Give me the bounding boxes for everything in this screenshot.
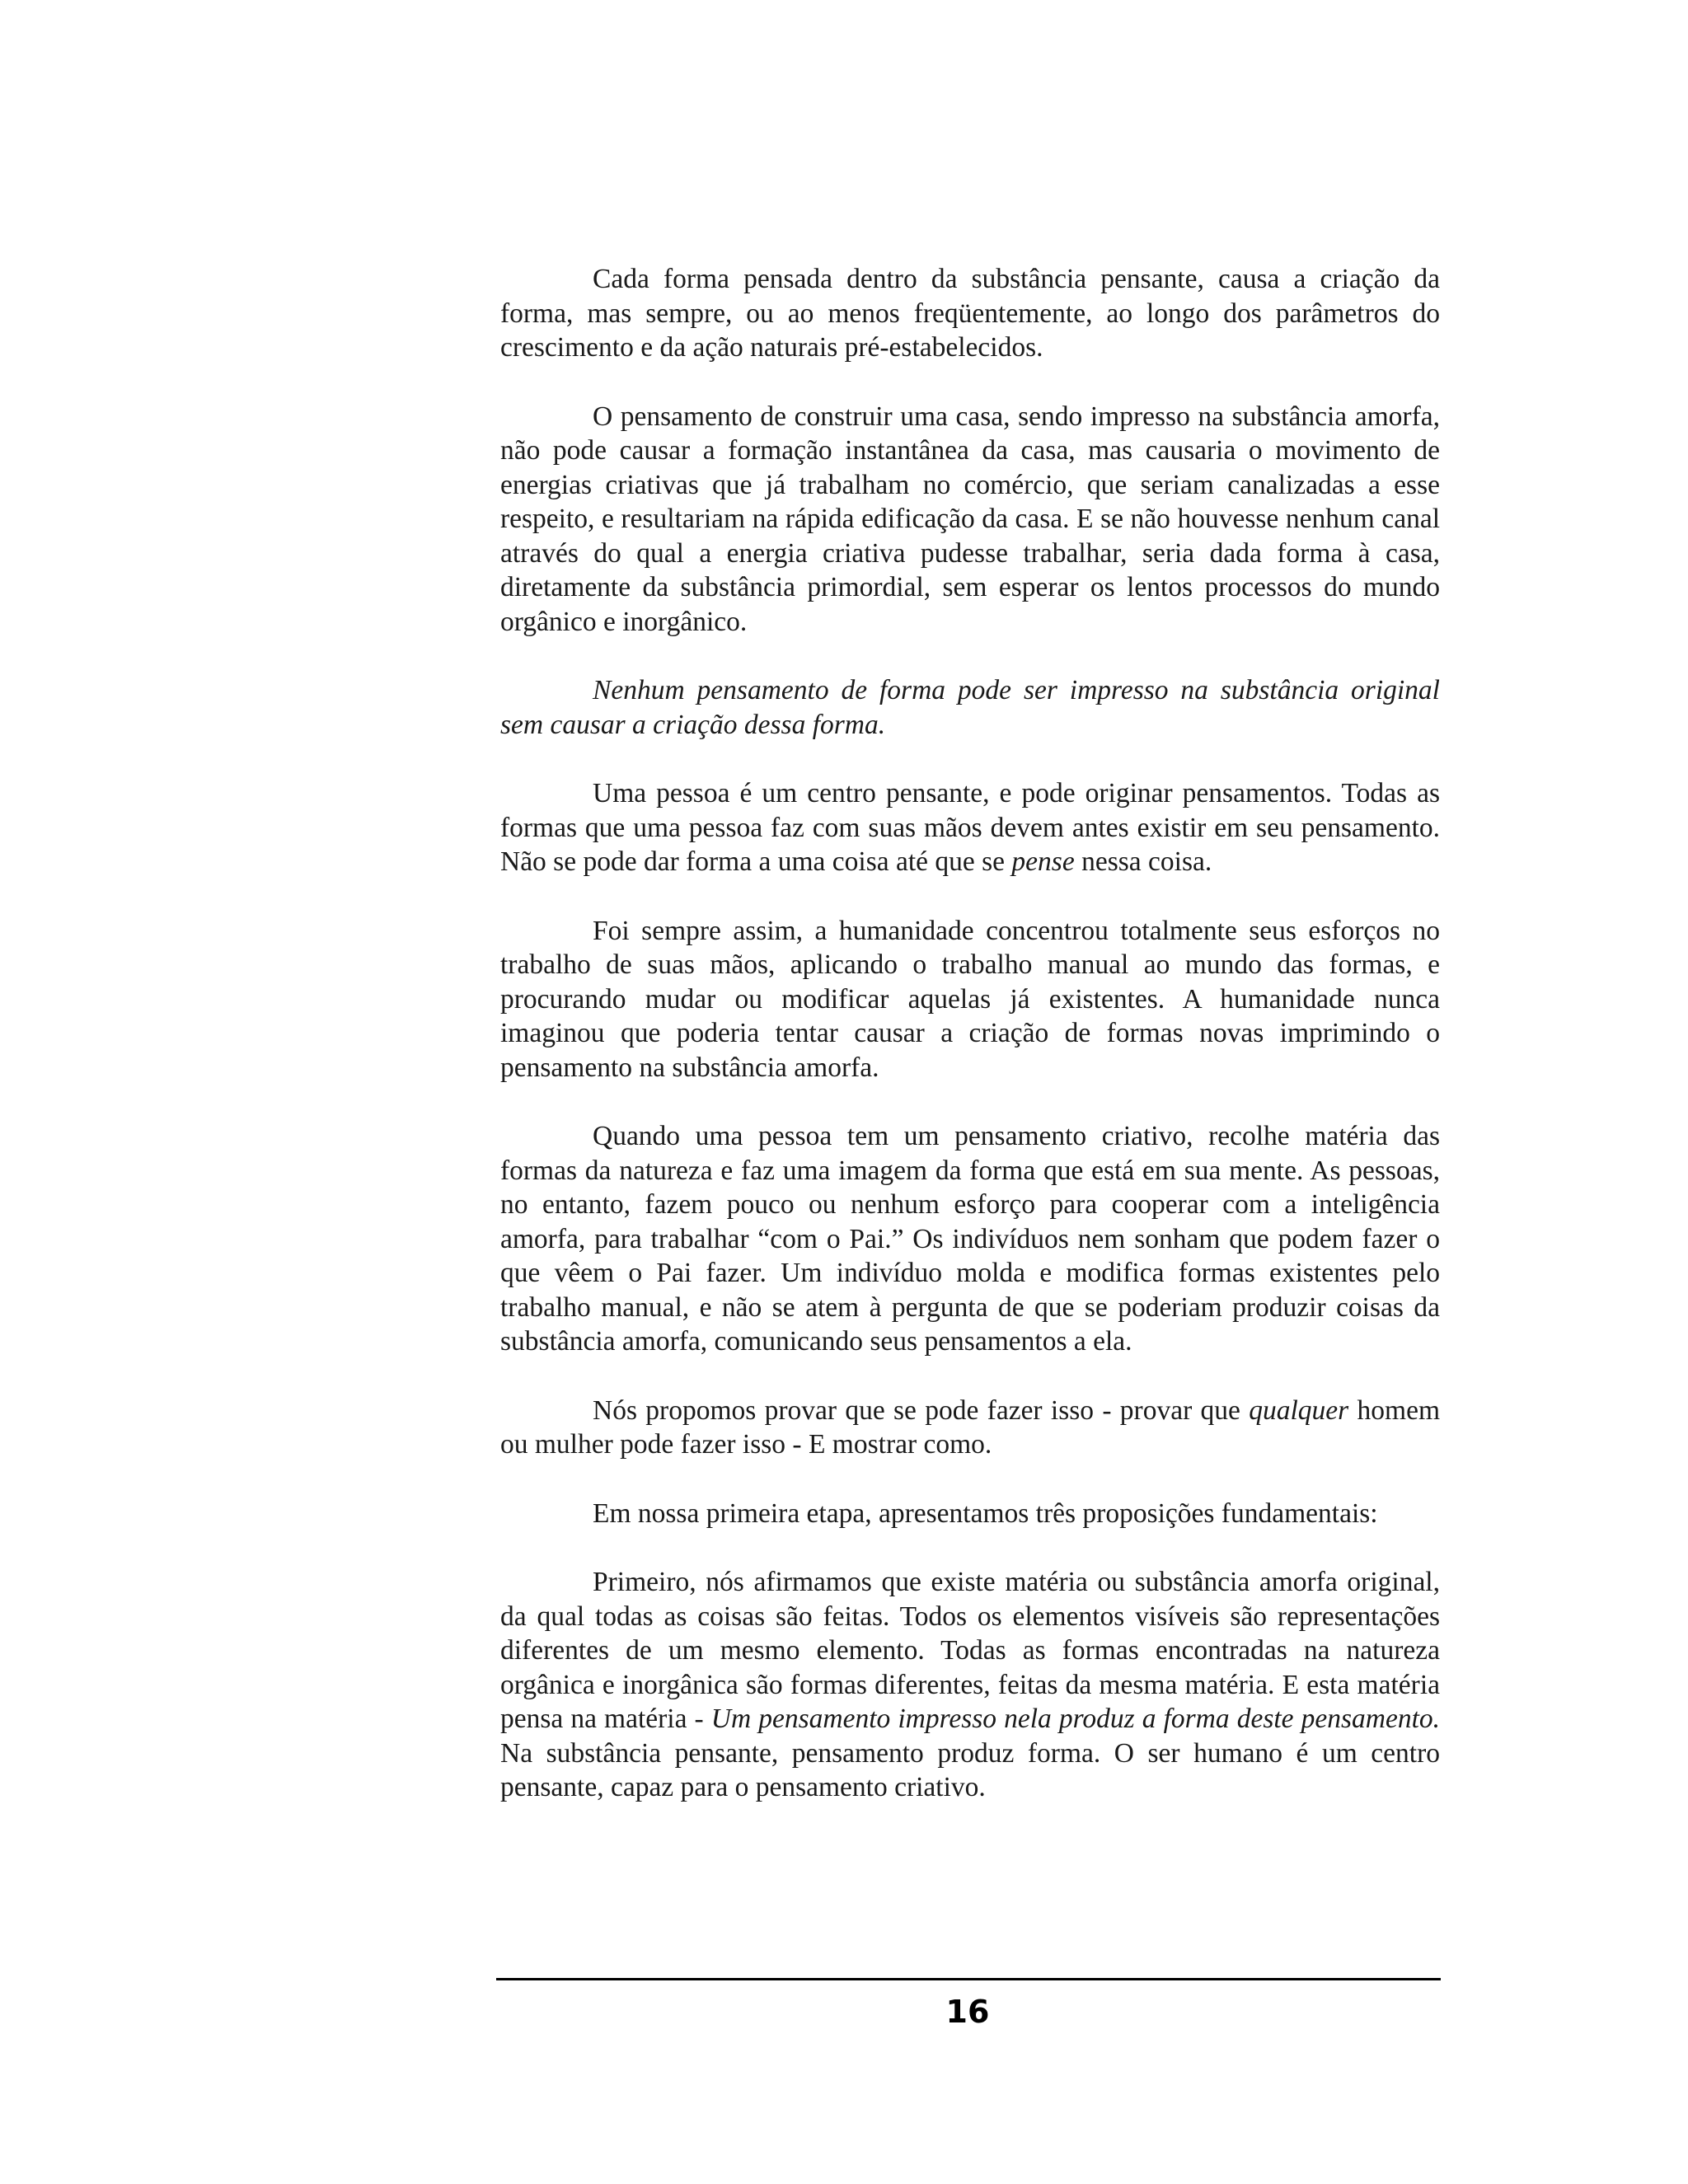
- paragraph-6-text: Quando uma pessoa tem um pensamento criativo, recolhe matéria das formas da natureza e faz uma imagem da forma que está em sua mente. As pessoas, no entanto, fazem pouco ou nenhum esforço para cooperar com a inteligência amorfa, para trabalhar “com o Pai.” Os indivíduos nem sonham que podem fazer o que vêem o Pai fazer. Um indivíduo molda e modifica formas existentes pelo trabalho manual, e não se atem à pergunta de que se poderiam produzir coisas da substância amorfa, comunicando seus pensamentos a ela.: [500, 1121, 1440, 1357]
- footer-rule: [496, 1978, 1441, 1980]
- paragraph-7-emphasis: qualquer: [1249, 1394, 1349, 1426]
- paragraph-6: [500, 1119, 1440, 1359]
- paragraph-1-text: Cada forma pensada dentro da substância pensante, causa a criação da forma, mas sempre, ou ao menos freqüentemente, ao longo dos parâmetros do crescimento e da ação naturais pré-estabelecidos.: [500, 264, 1440, 363]
- paragraph-3-text: Nenhum pensamento de forma pode ser impresso na substância original sem causar a criação dessa forma.: [500, 675, 1440, 740]
- page-number: 16: [945, 1994, 990, 2030]
- paragraph-4-text-end: nessa coisa.: [1074, 846, 1212, 877]
- paragraph-5-text: Foi sempre assim, a humanidade concentrou totalmente seus esforços no trabalho de suas mãos, aplicando o trabalho manual ao mundo das formas, e procurando mudar ou modificar aquelas já existentes. A humanidade nunca imaginou que poderia tentar causar a criação de formas novas imprimindo o pensamento na substância amorfa.: [500, 915, 1440, 1083]
- paragraph-3-italic: [500, 673, 1440, 742]
- paragraph-5: [500, 914, 1440, 1085]
- paragraph-4-text-start: Uma pessoa é um centro pensante, e pode originar pensamentos. Todas as formas que uma pessoa faz com suas mãos devem antes existir em seu pensamento. Não se pode dar forma a uma coisa até que se: [500, 778, 1440, 877]
- paragraph-2-text: O pensamento de construir uma casa, sendo impresso na substância amorfa, não pode causar a formação instantânea da casa, mas causaria o movimento de energias criativas que já trabalham no comércio, que seriam canalizadas a esse respeito, e resultariam na rápida edificação da casa. E se não houvesse nenhum canal através do qual a energia criativa pudesse trabalhar, seria dada forma à casa, diretamente da substância primordial, sem esperar os lentos processos do mundo orgânico e inorgânico.: [500, 401, 1440, 637]
- paragraph-7-text-start: Nós propomos provar que se pode fazer isso - provar que: [593, 1394, 1250, 1426]
- paragraph-7: [500, 1394, 1440, 1462]
- paragraph-9-text-start: Primeiro, nós afirmamos que existe matéria ou substância amorfa original, da qual todas as coisas são feitas. Todos os elementos visíveis são representações diferentes de um mesmo elemento. Todas as formas encontradas na natureza orgânica e inorgânica são formas diferentes, feitas da mesma matéria. E esta matéria pensa na matéria -: [500, 1567, 1440, 1734]
- paragraph-9: [500, 1565, 1440, 1805]
- paragraph-8-text: Em nossa primeira etapa, apresentamos três proposições fundamentais:: [593, 1497, 1378, 1529]
- paragraph-2: [500, 400, 1440, 640]
- body-text: [500, 262, 1440, 1805]
- paragraph-1: [500, 262, 1440, 365]
- paragraph-9-emphasis: Um pensamento impresso nela produz a forma deste pensamento.: [710, 1704, 1440, 1734]
- paragraph-4: [500, 776, 1440, 879]
- paragraph-4-emphasis: pense: [1011, 846, 1075, 877]
- paragraph-9-text-end: Na substância pensante, pensamento produz forma. O ser humano é um centro pensante, capaz para o pensamento criativo.: [500, 1737, 1440, 1802]
- paragraph-7-text-end: homem ou mulher pode fazer isso - E mostrar como.: [500, 1394, 1440, 1460]
- paragraph-8: [500, 1497, 1440, 1531]
